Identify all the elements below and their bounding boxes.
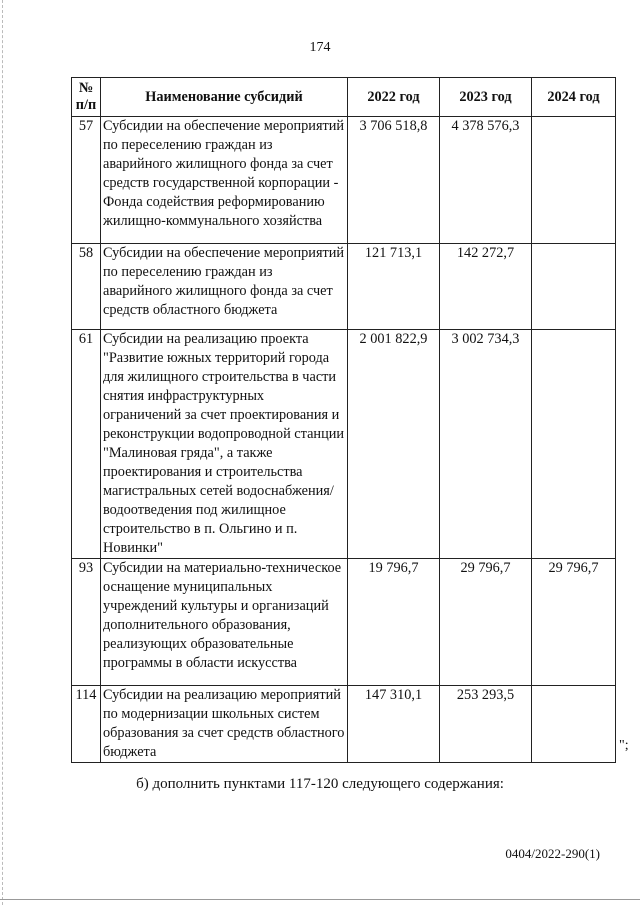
row-name: Субсидии на материально-техническое оснащение муниципальных учреждений культуры и организаций дополнительного образования, реализующих образовательные программы в области искусства — [101, 559, 348, 686]
row-value-2022: 2 001 822,9 — [348, 330, 440, 559]
row-name: Субсидии на реализацию мероприятий по модернизации школьных систем образования за счет средств областного бюджета — [101, 686, 348, 763]
table-header-row — [72, 78, 616, 117]
table-row — [72, 559, 616, 686]
table-row — [72, 117, 616, 244]
table-row — [72, 244, 616, 330]
row-value-2024 — [532, 330, 616, 559]
table-row — [72, 330, 616, 559]
header-2022: 2022 год — [348, 78, 440, 117]
row-name: Субсидии на обеспечение мероприятий по переселению граждан из аварийного жилищного фонда за счет средств областного бюджета — [101, 244, 348, 330]
closing-quote-mark: "; — [619, 738, 629, 753]
row-value-2023: 4 378 576,3 — [440, 117, 532, 244]
row-value-2024: 29 796,7 — [532, 559, 616, 686]
row-value-2023: 142 272,7 — [440, 244, 532, 330]
row-value-2022: 121 713,1 — [348, 244, 440, 330]
row-num: 61 — [72, 330, 101, 559]
row-num: 57 — [72, 117, 101, 244]
row-name: Субсидии на реализацию проекта "Развитие южных территорий города для жилищного строительства в части снятия инфраструктурных ограничений за счет проектирования и реконструкции водопроводной станции "Малиновая гряда", а также проектирования и строительства магистральных сетей водоснабжения/водоотведения под жилищное строительство в п. Ольгино и п. Новинки" — [101, 330, 348, 559]
row-value-2023: 3 002 734,3 — [440, 330, 532, 559]
amendment-instruction: б) дополнить пунктами 117-120 следующего содержания: — [136, 776, 504, 792]
row-value-2022: 19 796,7 — [348, 559, 440, 686]
page-number: 174 — [309, 40, 331, 55]
header-2024: 2024 год — [532, 78, 616, 117]
left-margin-rule — [2, 0, 3, 905]
row-value-2024 — [532, 686, 616, 763]
bottom-rule — [0, 899, 640, 900]
row-num: 58 — [72, 244, 101, 330]
row-num: 93 — [72, 559, 101, 686]
table-row — [72, 686, 616, 763]
document-code: 0404/2022-290(1) — [505, 846, 600, 861]
row-value-2024 — [532, 244, 616, 330]
row-value-2023: 253 293,5 — [440, 686, 532, 763]
header-name: Наименование субсидий — [101, 78, 348, 117]
subsidies-table — [71, 77, 616, 763]
row-name: Субсидии на обеспечение мероприятий по переселению граждан из аварийного жилищного фонда за счет средств государственной корпорации - Фонда содействия реформированию жилищно-коммунального хозяйства — [101, 117, 348, 244]
row-num: 114 — [72, 686, 101, 763]
row-value-2022: 3 706 518,8 — [348, 117, 440, 244]
row-value-2023: 29 796,7 — [440, 559, 532, 686]
row-value-2022: 147 310,1 — [348, 686, 440, 763]
row-value-2024 — [532, 117, 616, 244]
header-2023: 2023 год — [440, 78, 532, 117]
header-num: № п/п — [72, 78, 101, 117]
